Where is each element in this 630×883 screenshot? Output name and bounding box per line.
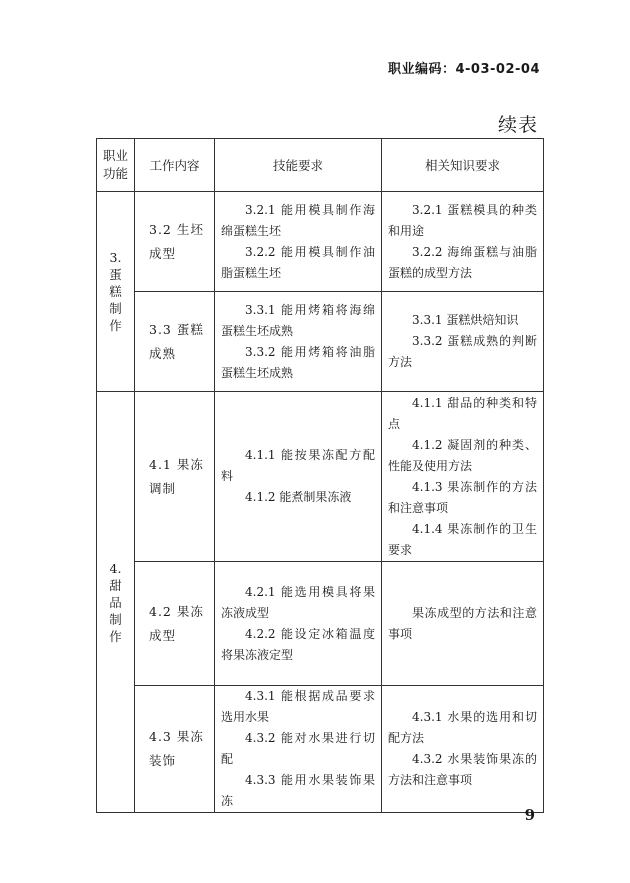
table-header-row: [97, 139, 544, 192]
knowledge-item: 果冻成型的方法和注意事项: [388, 605, 537, 641]
table-row: [97, 392, 544, 562]
skill-item: 4.1.2 能煮制果冻液: [245, 490, 352, 504]
knowledge-requirements-cell: [382, 686, 544, 813]
header-skill: 技能要求: [215, 139, 382, 192]
skill-requirements-cell: [215, 686, 382, 813]
work-content-cell: 4.1 果冻调制: [135, 392, 215, 562]
skill-item: 3.3.1 能用烤箱将海绵蛋糕生坯成熟: [221, 302, 375, 338]
knowledge-item: 4.3.2 水果装饰果冻的方法和注意事项: [388, 752, 537, 787]
skill-item: 4.2.1 能选用模具将果冻液成型: [221, 584, 375, 620]
knowledge-requirements-cell: [382, 192, 544, 292]
page-number: 9: [524, 806, 535, 824]
skill-requirements-cell: [215, 392, 382, 562]
skills-table: [96, 138, 544, 813]
work-content-cell: 3.2 生坯成型: [135, 192, 215, 292]
header-knowledge: 相关知识要求: [382, 139, 544, 192]
header-function-text: 职业 功能: [102, 148, 128, 181]
knowledge-item: 3.3.2 蛋糕成熟的判断方法: [388, 334, 537, 369]
table-row: [97, 292, 544, 392]
function-cell: [97, 392, 135, 813]
knowledge-item: 4.1.4 果冻制作的卫生要求: [388, 521, 537, 557]
table-row: [97, 562, 544, 686]
knowledge-item: 4.1.3 果冻制作的方法和注意事项: [388, 479, 537, 515]
knowledge-requirements-cell: [382, 392, 544, 562]
skill-requirements-cell: [215, 562, 382, 686]
header-work: 工作内容: [135, 139, 215, 192]
knowledge-item: 3.2.2 海绵蛋糕与油脂蛋糕的成型方法: [388, 244, 537, 280]
knowledge-requirements-cell: [382, 292, 544, 392]
skill-requirements-cell: [215, 292, 382, 392]
knowledge-item: 4.1.1 甜品的种类和特点: [388, 395, 537, 431]
function-cell: [97, 192, 135, 392]
work-content-cell: 4.3 果冻装饰: [135, 686, 215, 813]
knowledge-item: 4.3.1 水果的选用和切配方法: [388, 710, 537, 745]
skill-item: 4.3.2 能对水果进行切配: [221, 731, 375, 766]
function-label: 4.甜品制作: [109, 560, 122, 644]
skill-item: 3.3.2 能用烤箱将油脂蛋糕生坯成熟: [221, 344, 375, 380]
skill-requirements-cell: [215, 192, 382, 292]
skill-item: 4.3.3 能用水果装饰果冻: [221, 773, 375, 808]
work-content-cell: 4.2 果冻成型: [135, 562, 215, 686]
skill-item: 4.1.1 能按果冻配方配料: [221, 448, 375, 483]
work-content-cell: 3.3 蛋糕成熟: [135, 292, 215, 392]
knowledge-requirements-cell: [382, 562, 544, 686]
function-label: 3.蛋糕制作: [109, 250, 122, 333]
table-row: [97, 686, 544, 813]
knowledge-item: 3.2.1 蛋糕模具的种类和用途: [388, 202, 537, 238]
knowledge-item: 3.3.1 蛋糕烘焙知识: [412, 313, 519, 327]
table-row: [97, 192, 544, 292]
occupation-code: 职业编码：4-03-02-04: [387, 62, 540, 77]
header-function: [97, 139, 135, 192]
knowledge-item: 4.1.2 凝固剂的种类、性能及使用方法: [388, 437, 537, 473]
skill-item: 3.2.2 能用模具制作油脂蛋糕生坯: [221, 244, 375, 280]
skill-item: 4.2.2 能设定冰箱温度将果冻液定型: [221, 626, 375, 662]
continued-label: 续表: [497, 114, 538, 136]
skill-item: 3.2.1 能用模具制作海绵蛋糕生坯: [221, 202, 375, 238]
skill-item: 4.3.1 能根据成品要求选用水果: [221, 689, 375, 724]
